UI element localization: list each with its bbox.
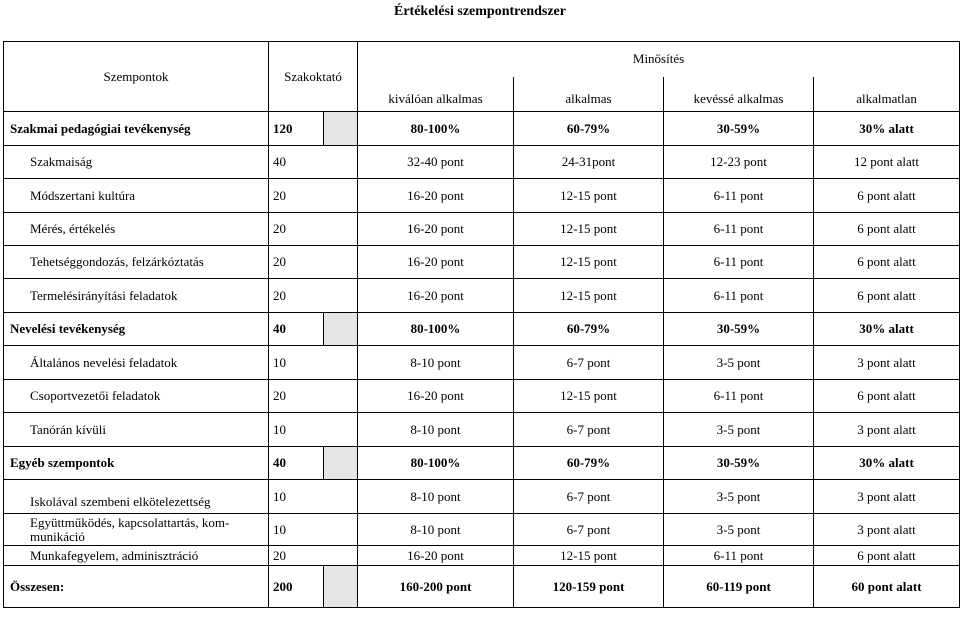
range-less-suitable: 3-5 pont (664, 480, 814, 514)
range-excellent: 16-20 pont (358, 213, 514, 246)
table-row (4, 346, 960, 380)
range-suitable: 6-7 pont (514, 514, 664, 546)
table-row (4, 480, 960, 514)
criteria-table (3, 41, 960, 608)
range-less-suitable: 6-11 pont (664, 279, 814, 313)
range-unsuitable: 3 pont alatt (814, 514, 960, 546)
range-less-suitable: 60-119 pont (664, 566, 814, 608)
table-row (4, 447, 960, 480)
range-less-suitable: 6-11 pont (664, 213, 814, 246)
range-less-suitable: 30-59% (664, 447, 814, 480)
range-suitable: 6-7 pont (514, 480, 664, 514)
range-suitable: 60-79% (514, 447, 664, 480)
range-suitable: 12-15 pont (514, 380, 664, 413)
criterion-score: 40 (269, 447, 324, 480)
criterion-name: Módszertani kultúra (4, 179, 269, 213)
range-unsuitable: 6 pont alatt (814, 546, 960, 566)
range-less-suitable: 6-11 pont (664, 246, 814, 279)
range-excellent: 8-10 pont (358, 346, 514, 380)
range-suitable: 12-15 pont (514, 179, 664, 213)
range-excellent: 16-20 pont (358, 380, 514, 413)
criterion-name: Termelésirányítási feladatok (4, 279, 269, 313)
range-excellent: 16-20 pont (358, 179, 514, 213)
range-suitable: 60-79% (514, 313, 664, 346)
range-excellent: 160-200 pont (358, 566, 514, 608)
criterion-name: Iskolával szembeni elkötelezettség (4, 480, 269, 514)
criterion-score: 20 (269, 546, 358, 566)
range-suitable: 120-159 pont (514, 566, 664, 608)
criterion-name: Munkafegyelem, adminisztráció (4, 546, 269, 566)
criterion-name: Együttműködés, kapcsolattartás, kom-munikáció (4, 514, 269, 546)
criterion-name: Egyéb szempontok (4, 447, 269, 480)
header-level-unsuitable: alkalmatlan (814, 77, 960, 112)
range-unsuitable: 6 pont alatt (814, 380, 960, 413)
range-excellent: 8-10 pont (358, 413, 514, 447)
criterion-score: 10 (269, 514, 358, 546)
criterion-score: 20 (269, 279, 358, 313)
criterion-score: 10 (269, 346, 358, 380)
range-suitable: 12-15 pont (514, 246, 664, 279)
table-row (4, 179, 960, 213)
range-unsuitable: 3 pont alatt (814, 480, 960, 514)
range-excellent: 80-100% (358, 112, 514, 146)
shaded-cell (324, 566, 358, 608)
range-suitable: 12-15 pont (514, 279, 664, 313)
range-suitable: 12-15 pont (514, 213, 664, 246)
range-unsuitable: 30% alatt (814, 112, 960, 146)
range-less-suitable: 3-5 pont (664, 413, 814, 447)
range-less-suitable: 3-5 pont (664, 346, 814, 380)
table-row (4, 213, 960, 246)
header-level-less-suitable: kevéssé alkalmas (664, 77, 814, 112)
range-excellent: 8-10 pont (358, 480, 514, 514)
criterion-score: 20 (269, 246, 358, 279)
range-less-suitable: 6-11 pont (664, 546, 814, 566)
range-excellent: 80-100% (358, 447, 514, 480)
criterion-name: Szakmai pedagógiai tevékenység (4, 112, 269, 146)
table-row (4, 380, 960, 413)
range-excellent: 16-20 pont (358, 279, 514, 313)
criterion-score: 120 (269, 112, 324, 146)
criterion-score: 40 (269, 146, 358, 179)
range-unsuitable: 12 pont alatt (814, 146, 960, 179)
criterion-name: Általános nevelési feladatok (4, 346, 269, 380)
range-excellent: 32-40 pont (358, 146, 514, 179)
table-row (4, 413, 960, 447)
range-excellent: 16-20 pont (358, 546, 514, 566)
criterion-score: 20 (269, 380, 358, 413)
criterion-name: Szakmaiság (4, 146, 269, 179)
range-suitable: 24-31pont (514, 146, 664, 179)
table-row (4, 546, 960, 566)
criterion-name: Mérés, értékelés (4, 213, 269, 246)
range-suitable: 60-79% (514, 112, 664, 146)
total-label: Összesen: (4, 566, 269, 608)
range-unsuitable: 30% alatt (814, 447, 960, 480)
header-level-suitable: alkalmas (514, 77, 664, 112)
range-suitable: 6-7 pont (514, 346, 664, 380)
range-excellent: 80-100% (358, 313, 514, 346)
shaded-cell (324, 313, 358, 346)
criterion-score: 10 (269, 480, 358, 514)
range-less-suitable: 12-23 pont (664, 146, 814, 179)
table-row (4, 112, 960, 146)
range-unsuitable: 6 pont alatt (814, 279, 960, 313)
range-unsuitable: 60 pont alatt (814, 566, 960, 608)
header-expert: Szakoktató (269, 42, 358, 112)
criterion-score: 20 (269, 213, 358, 246)
table-row-total (4, 566, 960, 608)
total-score: 200 (269, 566, 324, 608)
shaded-cell (324, 112, 358, 146)
range-excellent: 16-20 pont (358, 246, 514, 279)
criterion-name: Tehetséggondozás, felzárkóztatás (4, 246, 269, 279)
range-unsuitable: 3 pont alatt (814, 346, 960, 380)
range-less-suitable: 3-5 pont (664, 514, 814, 546)
range-unsuitable: 30% alatt (814, 313, 960, 346)
criterion-score: 10 (269, 413, 358, 447)
table-row (4, 313, 960, 346)
shaded-cell (324, 447, 358, 480)
range-excellent: 8-10 pont (358, 514, 514, 546)
criterion-score: 40 (269, 313, 324, 346)
range-unsuitable: 3 pont alatt (814, 413, 960, 447)
criterion-name: Nevelési tevékenység (4, 313, 269, 346)
criterion-name: Tanórán kívüli (4, 413, 269, 447)
header-rating: Minősítés (358, 42, 960, 77)
table-row (4, 246, 960, 279)
document-title: Értékelési szempontrendszer (394, 4, 566, 19)
range-less-suitable: 6-11 pont (664, 380, 814, 413)
table-row (4, 279, 960, 313)
header-level-excellent: kiválóan alkalmas (358, 77, 514, 112)
range-unsuitable: 6 pont alatt (814, 213, 960, 246)
table-row (4, 514, 960, 546)
table-row (4, 146, 960, 179)
range-less-suitable: 30-59% (664, 112, 814, 146)
criterion-name: Csoportvezetői feladatok (4, 380, 269, 413)
range-suitable: 12-15 pont (514, 546, 664, 566)
range-less-suitable: 6-11 pont (664, 179, 814, 213)
header-criteria: Szempontok (4, 42, 269, 112)
range-less-suitable: 30-59% (664, 313, 814, 346)
criterion-score: 20 (269, 179, 358, 213)
range-unsuitable: 6 pont alatt (814, 179, 960, 213)
range-unsuitable: 6 pont alatt (814, 246, 960, 279)
range-suitable: 6-7 pont (514, 413, 664, 447)
